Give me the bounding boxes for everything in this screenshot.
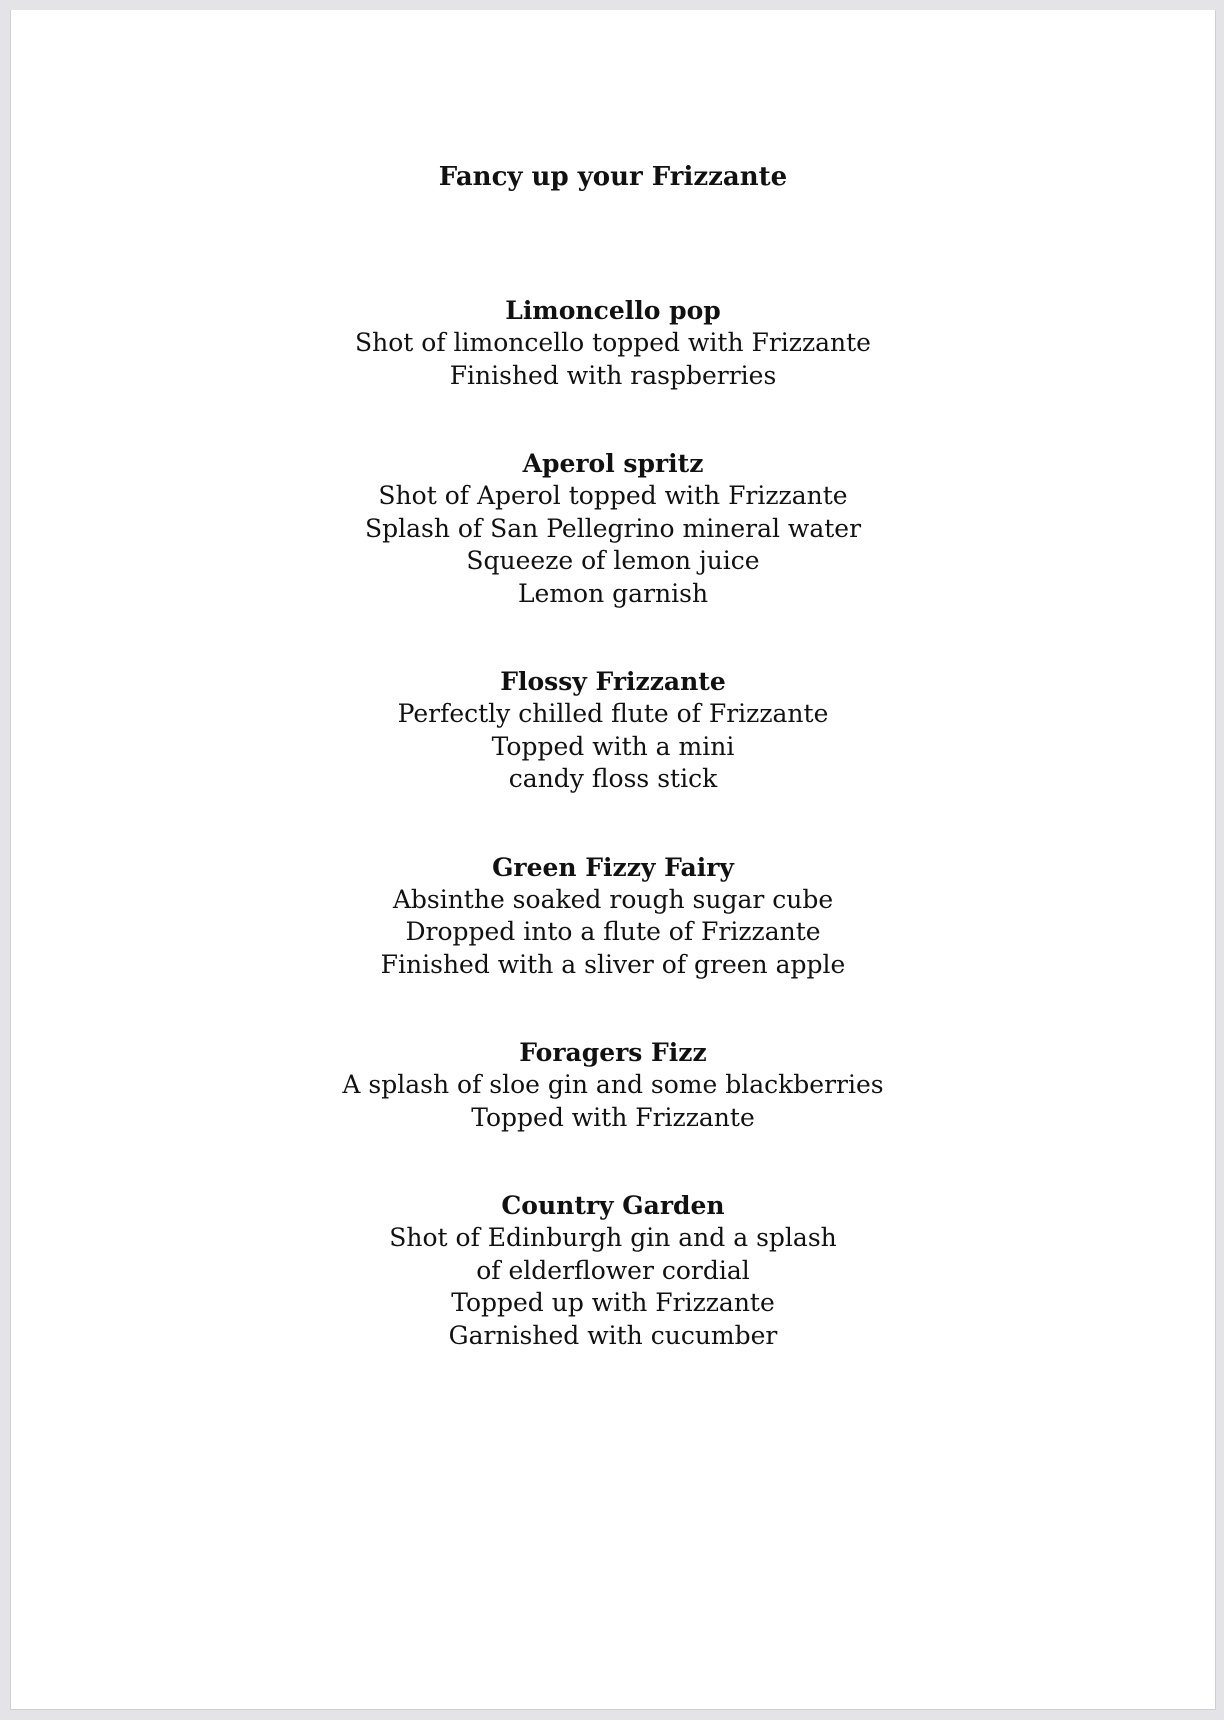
drink-item (11, 665, 1215, 796)
drink-description-line: Topped with a mini (491, 731, 735, 761)
drink-description-line: Garnished with cucumber (448, 1320, 778, 1350)
drink-description-line: Dropped into a flute of Frizzante (405, 917, 821, 946)
drink-description-line: Lemon garnish (517, 578, 709, 608)
drink-name: Green Fizzy Fairy (492, 852, 734, 882)
drink-name: Limoncello pop (505, 296, 721, 325)
drink-item (11, 851, 1215, 982)
drink-name: Country Garden (501, 1191, 725, 1220)
drink-description-line: candy floss stick (508, 764, 718, 793)
drink-description-line: Topped up with Frizzante (451, 1288, 775, 1317)
drink-name: Flossy Frizzante (500, 667, 726, 696)
drink-description-line: Shot of Edinburgh gin and a splash (389, 1223, 837, 1252)
drink-item (11, 1189, 1215, 1352)
drink-item (11, 294, 1215, 392)
drink-description-line: Squeeze of lemon juice (466, 546, 760, 575)
drink-description-line: Finished with a sliver of green apple (380, 949, 846, 979)
drink-description-line: A splash of sloe gin and some blackberries (342, 1070, 884, 1099)
drink-item (11, 447, 1215, 610)
drink-item (11, 1036, 1215, 1134)
drink-name: Aperol spritz (522, 449, 704, 478)
drink-description-line: Absinthe soaked rough sugar cube (392, 884, 834, 914)
drinks-menu (11, 160, 1215, 1407)
drink-description-line: Splash of San Pellegrino mineral water (364, 513, 862, 543)
drink-description-line: of elderflower cordial (476, 1255, 750, 1285)
menu-title: Fancy up your Frizzante (438, 162, 788, 192)
drink-description-line: Shot of limoncello topped with Frizzante (355, 328, 871, 357)
drink-description-line: Topped with Frizzante (471, 1102, 755, 1132)
drink-description-line: Shot of Aperol topped with Frizzante (378, 481, 848, 510)
drink-name: Foragers Fizz (519, 1038, 707, 1067)
drink-description-line: Perfectly chilled flute of Frizzante (397, 699, 829, 728)
drink-description-line: Finished with raspberries (449, 360, 777, 390)
document-page (10, 10, 1216, 1710)
